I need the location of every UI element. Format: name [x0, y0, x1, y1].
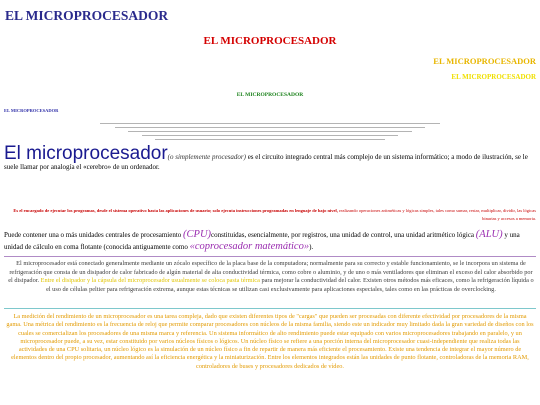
- divider-1: [100, 123, 440, 124]
- divider-4: [142, 135, 398, 136]
- intro-aside: (o simplemente procesador): [167, 153, 246, 161]
- cpu-term: (CPU): [183, 229, 212, 240]
- heading-6: EL MICROPROCESADOR: [4, 108, 59, 113]
- divider-3: [128, 131, 412, 132]
- coprocessor-term: «coprocesador matemático»: [189, 241, 310, 252]
- motherboard-text-2: para mejorar la conductividad del calor. Existen otros métodos más eficaces, como la refrigeración líquida o el uso de células peltier para refrigeración extrema, aunque estas técnicas se utilizan casi exclusivamente para aplicaciones especiales, tales como en las prácticas de overclocking.: [46, 277, 534, 293]
- execution-note: [4, 207, 536, 223]
- thermal-paste-highlight: Entre el disipador y la cápsula del microprocesador usualmente se coloca pasta térmica: [40, 277, 260, 285]
- divider-2: [115, 127, 425, 128]
- divider-5: [155, 139, 385, 140]
- cpu-text-3: y una unidad de cálculo en coma flotante (conocida antiguamente como: [4, 231, 520, 251]
- heading-5: EL MICROPROCESADOR: [236, 92, 304, 98]
- heading-4: EL MICROPROCESADOR: [451, 73, 536, 81]
- divider-teal: [4, 308, 536, 309]
- execution-note-bold: Es el encargado de ejecutar los programas, desde el sistema operativo hasta las aplicaciones de usuario; solo ejecuta instrucciones programadas en lenguaje de bajo nivel,: [13, 208, 338, 213]
- cpu-paragraph: [4, 229, 536, 253]
- motherboard-text-1: El microprocesador está conectado generalmente mediante un zócalo específico de la placa base de la computadora; normalmente para su correcto y estable funcionamiento, se le incorpora un sistema de refrigeración que consta de un disipador de calor fabricado de algún material de alta conductividad térmica, como cobre o aluminio, y de uno o más ventiladores que eliminan el exceso del calor absorbido por el disipador.: [8, 260, 533, 285]
- heading-2: EL MICROPROCESADOR: [203, 35, 337, 47]
- divider-purple: [4, 256, 536, 257]
- execution-note-text: realizando operaciones aritméticas y lógicas simples, tales como sumar, restar, multiplicar, dividir, las lógicas binarias y accesos a memoria.: [337, 208, 536, 221]
- cpu-text-2: constituidas, esencialmente, por registros, una unidad de control, una unidad aritmético lógica: [211, 231, 476, 239]
- intro-text: es el circuito integrado central más complejo de un sistema informático; a modo de ilustración, se le suele llamar por analogía el «cerebro» de un ordenador.: [4, 153, 528, 171]
- intro-paragraph: [4, 143, 534, 172]
- cpu-text-4: ).: [309, 243, 314, 251]
- alu-term: (ALU): [475, 229, 503, 240]
- intro-title: El microprocesador: [4, 143, 168, 164]
- cpu-text-1: Puede contener una o más unidades centrales de procesamiento: [4, 231, 184, 239]
- motherboard-paragraph: [8, 260, 534, 294]
- heading-1: EL MICROPROCESADOR: [5, 8, 169, 23]
- performance-paragraph: La medición del rendimiento de un microprocesador es una tarea compleja, dado que existen diferentes tipos de "cargas" que pueden ser procesadas con diferente efectividad por procesadores de la misma gama. Una métrica del rendimiento es la frecuencia de reloj que permite comparar procesadores con núcleos de la misma familia, siendo este un indicador muy limitado dada la gran variedad de diseños con los cuales se comercializan los procesadores de una misma marca y referencia. Un sistema informático de alto rendimiento puede estar equipado con varios microprocesadores trabajando en paralelo, y un microprocesador puede, a su vez, estar constituido por varios núcleos físicos o lógicos. Un núcleo físico se refiere a una porción interna del microprocesador cuasi-independiente que realiza todas las actividades de una CPU solitaria, un núcleo lógico es la simulación de un núcleo físico a fin de repartir de manera más eficiente el procesamiento. Existe una tendencia de integrar el mayor número de elementos dentro del propio procesador, aumentando así la eficiencia energética y la miniaturización. Entre los elementos integrados están las unidades de punto flotante, controladoras de la memoria RAM, controladores de buses y procesadores dedicados de vídeo.: [6, 313, 534, 370]
- heading-3: EL MICROPROCESADOR: [433, 56, 536, 66]
